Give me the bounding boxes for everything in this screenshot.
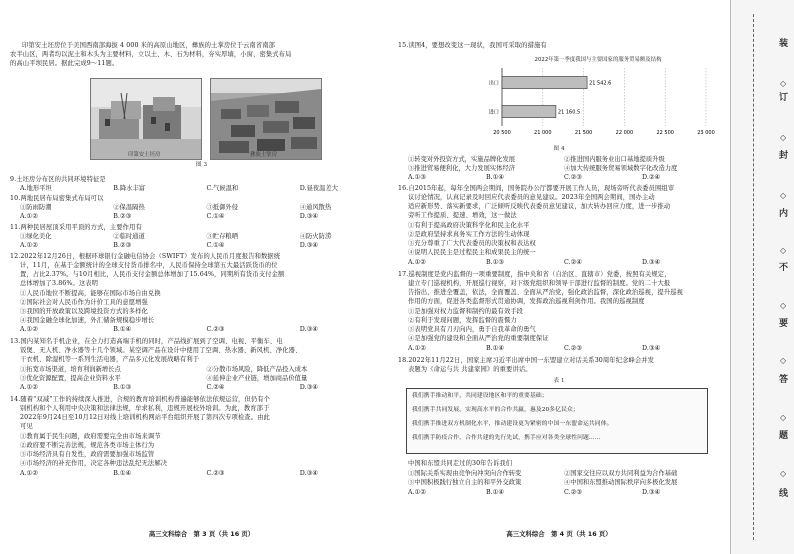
quote-line-4: 我们携手防疫合作，合作共建的先行先试，携手应对各类全球性问题...... xyxy=(412,435,601,441)
margin-char-1: 装 xyxy=(779,39,789,49)
q17-answer-c[interactable]: C.②③ xyxy=(564,345,582,352)
q17-answer-d[interactable]: D.③④ xyxy=(642,345,661,352)
photo-caption-earth: 彝族土掌房 xyxy=(250,152,277,158)
q9-option-b[interactable]: B.降水丰富 xyxy=(113,185,146,192)
diamond-icon: ◇ xyxy=(780,469,787,478)
right-page xyxy=(398,0,720,554)
photo-caption-adobe: 印第安土坯房 xyxy=(128,152,161,158)
q13-options-row-2 xyxy=(10,375,393,384)
q17-stem-4: 作用的方面，促进各类监督形式贯通协调，发挥政治巡视利剑作用。我国的巡视制度 xyxy=(408,298,645,305)
q18-option-1: ①国际关系实现由竞争向冲突向合作转变 xyxy=(408,470,522,477)
q18-answer-c[interactable]: C.②③ xyxy=(564,489,582,496)
margin-char-8: 题 xyxy=(779,431,789,441)
q11-stem: 11.两种民居屋顶采用平顶的方式，主要作用有 xyxy=(10,224,142,231)
q16-answer-a[interactable]: A.①② xyxy=(408,259,426,266)
q16-answers xyxy=(398,259,720,268)
q13-option-3: ③优化资源配置，提高企业资料水平 xyxy=(20,375,121,382)
q9-options xyxy=(10,185,393,194)
q16-option-1: ①有利于提高政府决策科学化和民主化水平 xyxy=(408,222,530,229)
q17-option-3: ③表明党具有刀刃向内，勇于自我革命的勇气 xyxy=(408,326,536,333)
q12-stem-3: 置，占比2.37%。与10月相比，人民币支付金额总体增加了15.64%，同期所有货币支付金额 xyxy=(20,271,285,278)
q14-answer-a[interactable]: A.①② xyxy=(20,470,38,477)
q14-stem-4: 可见 xyxy=(20,423,33,430)
q10-option-1: ①防雨防潮 xyxy=(20,204,52,211)
chart-x-tick-label: 23 000 xyxy=(697,130,715,136)
q15-option-4: ④加大传统服务贸易领域数字化改造力度 xyxy=(564,165,678,172)
q12-stem-4: 总体增加了3.86%。这表明 xyxy=(20,280,99,287)
q13-options-row-1 xyxy=(10,366,393,375)
q17-answer-b[interactable]: B.①④ xyxy=(486,345,504,352)
q11-answers xyxy=(10,242,393,251)
q16-answer-c[interactable]: C.②④ xyxy=(564,259,582,266)
q16-stem-1: 16.自2015年起，每年全国两会期间，国务院办公厅都要开展工作人员，现场旁听代表委员围组审 xyxy=(398,185,675,192)
q13-answer-d[interactable]: D.③④ xyxy=(299,384,318,391)
q15-answer-c[interactable]: C.②③ xyxy=(564,174,582,181)
margin-char-9: 线 xyxy=(779,489,789,499)
q12-option-4: ④我国金融全球化加速，外汇储备规模稳步增长 xyxy=(20,317,155,324)
q10-answer-c[interactable]: C.①④ xyxy=(206,213,225,220)
left-page xyxy=(10,0,393,554)
q13-answer-a[interactable]: A.①② xyxy=(20,384,38,391)
q15-stem: 15.读图4，要想改变这一现状，我国可采取的措施有 xyxy=(398,42,547,49)
q12-answers xyxy=(10,326,393,335)
q14-answer-b[interactable]: B.①④ xyxy=(113,470,132,477)
q13-option-1: ①拓宽市场渠道，培育利润新增长点 xyxy=(20,366,121,373)
margin-char-4: 内 xyxy=(779,209,789,219)
q11-option-1: ①绿化美化 xyxy=(20,233,52,240)
margin-char-6: 要 xyxy=(779,319,789,329)
q18-answer-a[interactable]: A.①② xyxy=(408,489,426,496)
q10-option-2: ②保温隔热 xyxy=(113,204,145,211)
intro-line-1: 印第安土坯房位于美国西南部海拔 4 000 米的高原山地区，彝族的土掌房位于云南省南部 xyxy=(22,42,276,49)
q15-options-row-2 xyxy=(398,165,720,174)
quote-line-2: 我们携手共同发展，实现高水平的合作共赢，惠及20多亿民众； xyxy=(412,407,579,413)
q11-option-3: ③贮存粮晒 xyxy=(206,233,238,240)
q16-stem-4: 旁听工作提质、提速、增效，这一做法 xyxy=(408,212,517,219)
q12-option-2: ②国际社会对人民币作为计价工具的意愿增强 xyxy=(20,299,148,306)
intro-line-3: 的高山平坝民居。据此完成9～11题。 xyxy=(10,60,119,67)
q11-option-2: ②临时通道 xyxy=(113,233,145,240)
trade-bar-chart xyxy=(478,52,718,144)
q12-stem-2: 计，11月，在基于金额统计的全球支付货币排名中，人民币保持全球第五大最活跃货币的位 xyxy=(20,262,278,269)
q11-answer-c[interactable]: C.①④ xyxy=(206,242,225,249)
q10-options xyxy=(10,204,393,213)
q12-stem-1: 12.2022年12月26日，根据环球银行金融电信协会（SWIFT）发布的人民币月度报告和数据统 xyxy=(10,253,281,260)
q16-answer-d[interactable]: D.③④ xyxy=(642,259,661,266)
q18-options-row-1 xyxy=(398,470,720,479)
q9-option-a[interactable]: A.地形平坦 xyxy=(20,185,52,192)
q17-option-4: ④是加强党的建设和全面从严治党的重要制度保证 xyxy=(408,335,549,342)
q16-option-4: ④说明人民民主是过程民主和成果民主的统一 xyxy=(408,249,536,256)
q10-answer-a[interactable]: A.①② xyxy=(20,213,38,220)
q15-answer-a[interactable]: A.①③ xyxy=(408,174,426,181)
q10-option-4: ④通风散热 xyxy=(299,204,332,211)
q18-options-row-2 xyxy=(398,479,720,488)
q16-stem-3: 适应新形势、落实新要求，广泛倾听反映代表委员意见建议，加大转办回应力度，进一步推动 xyxy=(408,203,671,210)
adobe-house-photo xyxy=(90,78,202,160)
q17-option-2: ②有利于发现问题，发挥监督的震慑力 xyxy=(408,317,517,324)
binding-dashed-line xyxy=(753,14,754,540)
page-footer-left: 高三文科综合 第 3 页（共 16 页） xyxy=(148,530,255,538)
earth-house-image xyxy=(211,79,321,159)
q13-answer-c[interactable]: C.②④ xyxy=(206,384,225,391)
q13-stem-3: 干衣机、除湿机等一系列生活电器，产品多元化发展战略有利于 xyxy=(20,356,200,363)
q9-option-c[interactable]: C.气候温和 xyxy=(206,185,239,192)
q12-option-1: ①人民币地位不断提高，能够在国际市场自由兑换 xyxy=(20,290,161,297)
q16-option-2: ②是政府坚持求真务实工作方法的生动体现 xyxy=(408,231,530,238)
q15-answer-b[interactable]: B.①④ xyxy=(486,174,504,181)
q13-answer-b[interactable]: B.①③ xyxy=(113,384,132,391)
q17-stem-2: 建立专门巡视机构，开展巡行视察，对下级党组织和领导干部进行监督的制度。党的二十大报 xyxy=(408,280,671,287)
q14-option-3: ③市场经济具有自发性，政府需要加强市场监管 xyxy=(20,451,155,458)
q18-question: 中国和东盟共同走过的30年告诉我们 xyxy=(408,460,513,467)
q12-answer-a[interactable]: A.①② xyxy=(20,326,38,333)
q14-answer-d[interactable]: D.③④ xyxy=(299,470,318,477)
q13-stem-1: 13.国内某知名手机企业，在全力打造高端手机的同时，产品线扩展到了空调、电视、平衡车、电 xyxy=(10,338,283,345)
q18-option-4: ④中国和东盟推动国际秩序向多极化发展 xyxy=(564,479,678,486)
diamond-icon: ◇ xyxy=(780,246,787,255)
q9-option-d[interactable]: D.昼夜温差大 xyxy=(299,185,339,192)
q12-answer-d[interactable]: D.③④ xyxy=(299,326,318,333)
chart-x-tick-label: 21 500 xyxy=(574,130,593,136)
q17-answer-a[interactable]: A.①② xyxy=(408,345,426,352)
q14-stem-3: 2022年9月24日至10月12日对线上培训机构网站平台组织开展了第四次专项检查。由此 xyxy=(20,414,270,421)
q11-option-4: ④防火防涝 xyxy=(299,233,332,240)
chart-category-label: 进口 xyxy=(488,109,499,116)
q15-option-1: ①转变对外投资方式，实施品牌化发展 xyxy=(408,156,516,163)
chart-value-label: 21 160.5 xyxy=(557,109,581,116)
q9-stem: 9.土坯房分布区的共同环境特征是 xyxy=(10,176,106,183)
q12-answer-c[interactable]: C.②③ xyxy=(206,326,225,333)
q17-stem-3: 告指出，推进全覆盖，依法，全面覆盖、全面从严治党，强化政治监督，深化政治巡视，提升巡视 xyxy=(408,289,684,296)
q14-option-4: ④市场经济的补充作用，决定各种违法乱纪无法解决 xyxy=(20,460,168,467)
q10-answer-d[interactable]: D.③④ xyxy=(299,213,318,220)
q15-option-2: ②推进国内服务业出口基地提质升级 xyxy=(564,156,665,163)
diamond-icon: ◇ xyxy=(780,79,787,88)
quote-line-3: 我们携手推进双方机制化水平，推动建设更为紧密的中国一东盟命运共同体。 xyxy=(412,421,613,427)
q11-answer-b[interactable]: B.②③ xyxy=(113,242,132,249)
margin-char-2: 订 xyxy=(779,93,789,103)
q14-option-2: ②政府要不断完善法规，规范各类市场主体行为 xyxy=(20,442,155,449)
q13-option-4: ④延伸企业产业链，增加商品价值量 xyxy=(206,375,308,382)
q15-option-3: ③推进贸易便利化，大力发展实体经济 xyxy=(408,165,516,172)
q17-stem-1: 17.巡视制度是党内监督的一项重要制度，指中央和省（自治区、直辖市）党委，按照有关规定， xyxy=(398,271,671,278)
q18-answers xyxy=(398,489,720,498)
q17-answers xyxy=(398,345,720,354)
chart-x-tick-label: 22 500 xyxy=(656,130,674,136)
chart-bar-2 xyxy=(502,105,556,117)
q15-options-row-1 xyxy=(398,156,720,165)
adobe-house-image xyxy=(91,79,201,159)
figure-4-label: 图 4 xyxy=(553,146,565,152)
margin-char-7: 答 xyxy=(779,375,789,385)
q11-answer-a[interactable]: A.①② xyxy=(20,242,38,249)
q15-answer-d[interactable]: D.②④ xyxy=(642,174,661,181)
q18-option-2: ②国家交往应以双方共同利益为合作基础 xyxy=(564,470,678,477)
earth-house-photo xyxy=(210,78,322,160)
diamond-icon: ◇ xyxy=(780,191,787,200)
intro-line-2: 农半山区，两者均以泥土和木头为主要材料，立以土、木、石为材料，夯实厚墙，小窗，密集式布局 xyxy=(10,51,292,58)
diamond-icon: ◇ xyxy=(780,356,787,365)
figure-3-label: 图 3 xyxy=(195,162,208,168)
q10-answer-b[interactable]: B.②③ xyxy=(113,213,132,220)
q12-option-3: ③我国的开放政策以及跨境投资方式的多样化 xyxy=(20,308,148,315)
quote-line-1: 我们携手推动和平，共同建设地区和平的重要基础； xyxy=(412,393,548,399)
margin-char-5: 不 xyxy=(779,263,789,273)
diamond-icon: ◇ xyxy=(780,301,787,310)
q13-option-2: ②分散市场风险，降低产品投入成本 xyxy=(206,366,308,373)
q13-stem-2: 饭煲、无人机、净水器等十几个领域。某空调产品在设计中使用了空调、热水器、新风机、净化器、 xyxy=(20,347,302,354)
q18-answer-b[interactable]: B.①④ xyxy=(486,489,504,496)
q14-stem-2: 别机构和个人利用中央决策和法律法规，牟求私利，违规开展校外培训。为此，教育部于 xyxy=(20,405,270,412)
q14-stem-1: 14.随着“双减”工作的持续深入推进，合规的教育培训机构普遍能够依法依规运营，但仍有个 xyxy=(10,396,271,403)
quote-box xyxy=(406,388,708,454)
q16-answer-b[interactable]: B.①③ xyxy=(486,259,504,266)
chart-title: 2022年第一季度我国与主要国家的服务贸易额及结构 xyxy=(534,57,662,63)
chart-category-label: 出口 xyxy=(488,80,499,87)
chart-bar-1 xyxy=(502,76,587,88)
q10-answers xyxy=(10,213,393,222)
q18-option-3: ③中国积极践行独立自主的和平外交政策 xyxy=(408,479,522,486)
q14-option-1: ①教育属于民生问题，政府需要完全由市场来调节 xyxy=(20,433,161,440)
q18-stem-1: 18.2022年11月22日，国家主席习近平出席中国一东盟建立对话关系30周年纪念峰会并发 xyxy=(398,357,655,364)
q13-answers xyxy=(10,384,393,393)
chart-x-tick-label: 21 000 xyxy=(534,130,552,136)
chart-value-label: 21 542.6 xyxy=(589,80,612,87)
q10-option-3: ③抵御外侵 xyxy=(206,204,238,211)
diamond-icon: ◇ xyxy=(780,133,787,142)
q12-answer-b[interactable]: B.①④ xyxy=(113,326,132,333)
q14-answers xyxy=(10,470,393,479)
q11-answer-d[interactable]: D.③④ xyxy=(299,242,318,249)
binding-margin xyxy=(730,0,794,554)
q15-answers xyxy=(398,174,720,183)
q16-stem-2: 议讨论情况，认真记录及时回应代表委员的意见建议。2023年全国两会期间，国办主动 xyxy=(408,194,655,201)
q18-answer-d[interactable]: D.③④ xyxy=(642,489,661,496)
page-footer-right: 高三文科综合 第 4 页（共 16 页） xyxy=(506,530,612,538)
q10-stem: 10.两地民居布局密集式布局可以 xyxy=(10,195,104,202)
chart-x-tick-label: 20 500 xyxy=(493,130,511,136)
chart-x-tick-label: 22 000 xyxy=(615,130,634,136)
q11-options xyxy=(10,233,393,242)
margin-char-3: 封 xyxy=(779,151,789,161)
q17-option-1: ①是加强对权力监督和制约的最有效手段 xyxy=(408,308,524,315)
table-1-label: 表 1 xyxy=(553,378,565,384)
q18-stem-2: 表题为《命运与共 共建家园》的重要讲话。 xyxy=(408,366,532,373)
q16-option-3: ③充分尊重了广大代表委员的决策权和表达权 xyxy=(408,240,536,247)
diamond-icon: ◇ xyxy=(780,413,787,422)
q14-answer-c[interactable]: C.②③ xyxy=(206,470,225,477)
